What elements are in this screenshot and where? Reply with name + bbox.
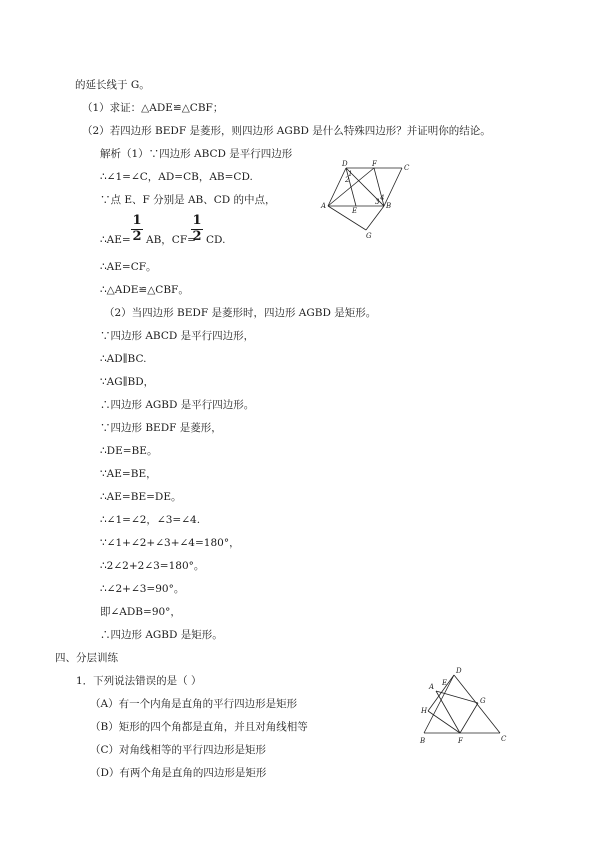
solution-line: ∴AE=BE=DE。 [100, 491, 182, 503]
solution-line-middle: AB，CF= [146, 234, 196, 246]
text-line: 的延长线于 G。 [75, 79, 150, 91]
angle-label-4: 4 [380, 194, 385, 202]
solution-line: ∵点 E、F 分别是 AB、CD 的中点， [100, 194, 276, 206]
solution-line: （2）当四边形 BEDF 是菱形时，四边形 AGBD 是矩形。 [104, 307, 377, 319]
label-a: A [429, 683, 435, 691]
label-f: F [458, 737, 463, 745]
label-a: A [321, 202, 327, 210]
label-f: F [372, 160, 377, 168]
angle-label-3: 3 [375, 198, 380, 206]
fraction-denominator: 2 [192, 229, 202, 244]
option-c: （C）对角线相等的平行四边形是矩形 [90, 744, 267, 756]
label-e: E [442, 679, 448, 687]
solution-line: ∴△ADE≌△CBF。 [100, 284, 189, 296]
question-stem: 1．下列说法错误的是（ ） [76, 675, 202, 687]
solution-line: ∵四边形 ABCD 是平行四边形， [100, 330, 255, 342]
question-part-2: （2）若四边形 BEDF 是菱形，则四边形 AGBD 是什么特殊四边形？并证明你的结论。 [82, 125, 491, 137]
angle-label-1: 1 [348, 170, 353, 178]
solution-line: ∴∠2+∠3=90°。 [100, 583, 185, 595]
label-c: C [404, 164, 410, 172]
solution-line: ∴四边形 AGBD 是平行四边形。 [100, 399, 255, 411]
solution-line: ∵∠1+∠2+∠3+∠4=180°， [100, 537, 240, 549]
option-b: （B）矩形的四个角都是直角，并且对角线相等 [90, 721, 308, 733]
fraction-denominator: 2 [132, 229, 142, 244]
solution-line: ∴2∠2+2∠3=180°。 [100, 560, 205, 572]
solution-line: ∵四边形 BEDF 是菱形， [100, 422, 222, 434]
solution-heading: 解析（1）∵四边形 ABCD 是平行四边形 [100, 148, 293, 160]
solution-line-suffix: CD. [206, 234, 226, 246]
solution-line: 即∠ADB=90°， [100, 606, 181, 618]
solution-line-prefix: ∴AE= [100, 234, 131, 246]
solution-line: ∴∠1=∠C，AD=CB，AB=CD. [100, 171, 253, 183]
solution-line: ∴∠1=∠2，∠3=∠4. [100, 514, 201, 526]
label-h: H [421, 707, 428, 715]
label-b: B [386, 202, 392, 210]
solution-line: ∴AE=CF。 [100, 261, 157, 273]
label-e: E [352, 207, 358, 215]
solution-conclusion: ∴四边形 AGBD 是矩形。 [100, 629, 223, 641]
solution-line: ∵AG∥BD， [100, 376, 155, 388]
question-part-1: （1）求证：△ADE≌△CBF； [82, 102, 224, 114]
option-d: （D）有两个角是直角的四边形是矩形 [90, 767, 267, 779]
label-b: B [420, 737, 426, 745]
fraction-numerator: 1 [132, 213, 142, 228]
angle-label-2: 2 [345, 176, 350, 184]
solution-line: ∴DE=BE。 [100, 445, 158, 457]
label-g: G [366, 232, 372, 240]
geometry-figure-2 [410, 665, 510, 745]
geometry-figure-1 [320, 160, 410, 240]
section-heading: 四、分层训练 [55, 652, 118, 664]
label-d: D [342, 160, 348, 168]
label-g: G [480, 697, 486, 705]
option-a: （A）有一个内角是直角的平行四边形是矩形 [90, 698, 298, 710]
solution-line: ∴AD∥BC. [100, 353, 147, 365]
fraction-numerator: 1 [192, 213, 202, 228]
label-c: C [501, 735, 507, 743]
solution-line: ∵AE=BE， [100, 468, 157, 480]
label-d: D [456, 667, 462, 675]
